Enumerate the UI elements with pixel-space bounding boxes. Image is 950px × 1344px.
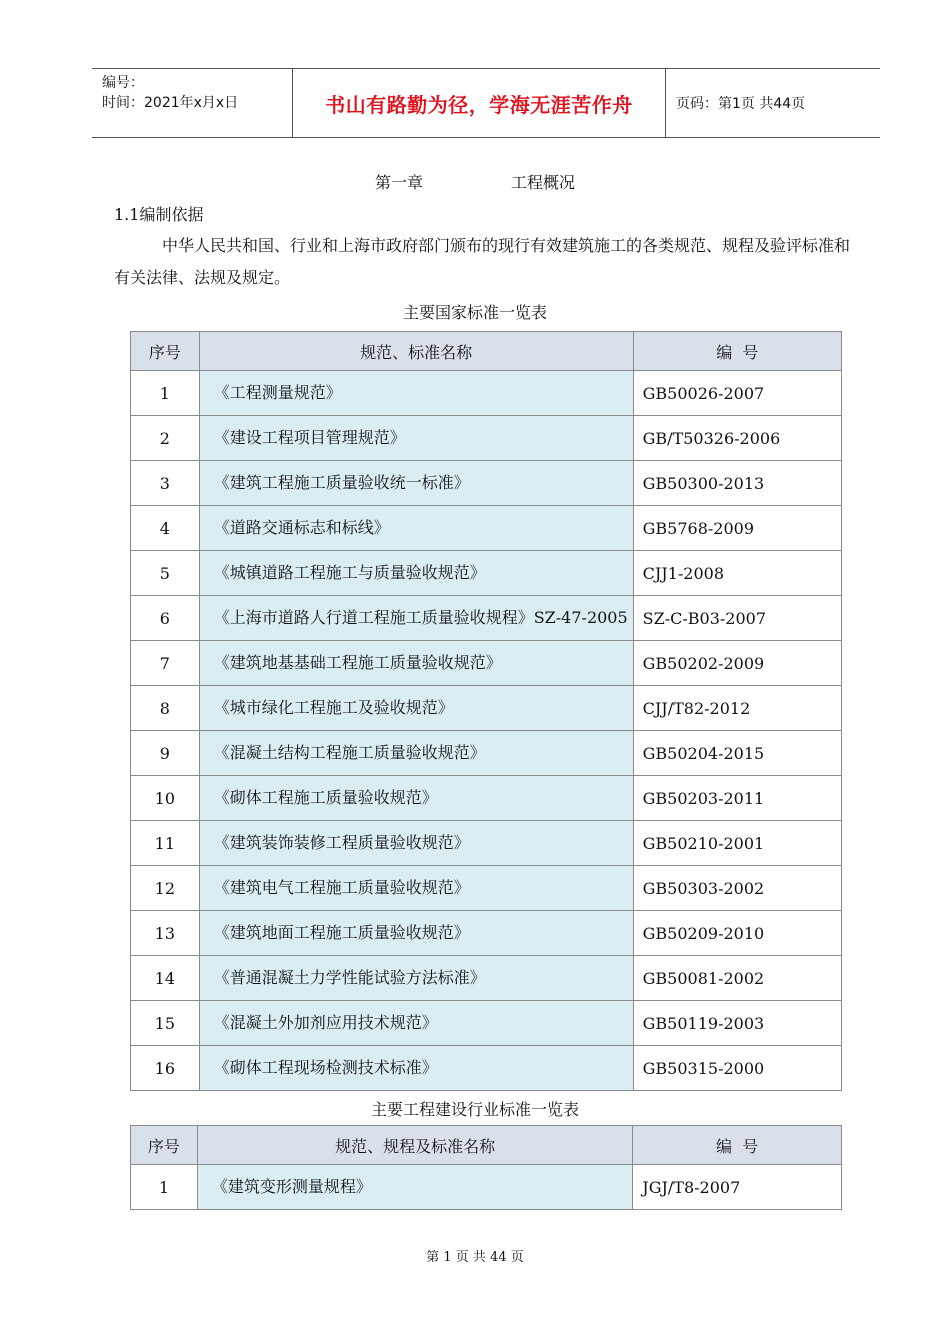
table-row [131, 956, 842, 1001]
intro-paragraph: 中华人民共和国、行业和上海市政府部门颁布的现行有效建筑施工的各类规范、规程及验评标准和有关法律、法规及规定。 [114, 236, 851, 287]
standard-name [199, 371, 633, 416]
column-header-code: 编 号 [633, 1126, 842, 1165]
row-number-text: 7 [159, 653, 170, 673]
table-row [131, 1046, 842, 1091]
standard-name-text: 《建筑地基基础工程施工质量验收规范》 [213, 653, 502, 672]
row-number [131, 551, 200, 596]
standard-name [199, 776, 633, 821]
row-number-text: 14 [154, 968, 176, 988]
table2-caption: 主要工程建设行业标准一览表 [370, 1100, 579, 1119]
table-row [131, 506, 842, 551]
header-motto-cell [293, 69, 666, 137]
row-number [131, 1001, 200, 1046]
column-header-name: 规范、标准名称 [199, 332, 633, 371]
column-header-number: 序号 [131, 1126, 198, 1165]
standard-name-text: 《砌体工程现场检测技术标准》 [213, 1058, 438, 1077]
standard-code-text: CJJ1-2008 [642, 563, 725, 583]
table-row [131, 1165, 842, 1210]
standard-name [199, 596, 633, 641]
standard-name [199, 731, 633, 776]
row-number [131, 1046, 200, 1091]
table-row [131, 731, 842, 776]
standard-name [199, 551, 633, 596]
standard-code [633, 731, 841, 776]
standard-code-text: GB50315-2000 [642, 1058, 765, 1078]
standard-code [633, 641, 841, 686]
row-number-text: 1 [159, 383, 170, 403]
row-number [131, 641, 200, 686]
document-time-label: 时间：2021年x月x日 [102, 95, 239, 111]
row-number-text: 6 [159, 608, 170, 628]
header-meta-cell [92, 69, 293, 137]
row-number-text: 4 [159, 518, 170, 538]
row-number-text: 15 [154, 1013, 176, 1033]
row-number-text: 12 [154, 878, 176, 898]
standard-name-text: 《混凝土外加剂应用技术规范》 [213, 1013, 438, 1032]
chapter-number: 第一章 [374, 173, 423, 192]
standard-code-text: GB50202-2009 [642, 653, 765, 673]
row-number [131, 506, 200, 551]
chapter-title: 工程概况 [511, 173, 576, 192]
standard-code-text: SZ-C-B03-2007 [642, 608, 767, 628]
table-header-row [131, 332, 842, 371]
table1-caption: 主要国家标准一览表 [402, 303, 547, 322]
standard-name-text: 《建筑地面工程施工质量验收规范》 [213, 923, 470, 942]
industry-standards-table [130, 1125, 842, 1210]
row-number-text: 10 [154, 788, 176, 808]
header-motto: 书山有路勤为径，学海无涯苦作舟 [325, 92, 633, 117]
standard-code-text: GB50026-2007 [642, 383, 765, 403]
standard-code-text: GB/T50326-2006 [642, 428, 781, 448]
standard-code-text: GB50203-2011 [642, 788, 765, 808]
header-page-info: 页码：第1页 共44页 [676, 96, 806, 112]
row-number [131, 956, 200, 1001]
standard-code [633, 1046, 841, 1091]
standard-name-text: 《城市绿化工程施工及验收规范》 [213, 698, 454, 717]
chapter-heading [0, 170, 950, 193]
standard-name-text: 《上海市道路人行道工程施工质量验收规程》SZ-47-2005 [213, 608, 628, 627]
row-number [131, 911, 200, 956]
standard-code [633, 461, 841, 506]
standard-code [633, 686, 841, 731]
row-number-text: 1 [158, 1177, 170, 1197]
section-heading: 1.1编制依据 [114, 205, 204, 224]
standard-code-text: GB50303-2002 [642, 878, 765, 898]
standard-code-text: GB50209-2010 [642, 923, 765, 943]
standard-name [199, 1046, 633, 1091]
table-header-row [131, 1126, 842, 1165]
row-number [131, 1165, 198, 1210]
standard-code [633, 1001, 841, 1046]
row-number-text: 5 [159, 563, 170, 583]
table-row [131, 686, 842, 731]
standard-name [199, 1001, 633, 1046]
table-row [131, 641, 842, 686]
standard-code [633, 1165, 842, 1210]
standard-code [633, 371, 841, 416]
table-row [131, 416, 842, 461]
table-row [131, 866, 842, 911]
page-header [92, 68, 880, 138]
row-number-text: 13 [154, 923, 176, 943]
standard-name [199, 506, 633, 551]
standard-code-text: GB50300-2013 [642, 473, 765, 493]
column-header-number: 序号 [131, 332, 200, 371]
row-number-text: 11 [154, 833, 176, 853]
standard-code [633, 506, 841, 551]
standard-name-text: 《建设工程项目管理规范》 [213, 428, 406, 447]
standard-code [633, 821, 841, 866]
standard-name [199, 821, 633, 866]
standard-name-text: 《道路交通标志和标线》 [213, 518, 390, 537]
table-row [131, 776, 842, 821]
standard-code [633, 866, 841, 911]
standard-name [199, 956, 633, 1001]
national-standards-table [130, 331, 842, 1091]
standard-name-text: 《城镇道路工程施工与质量验收规范》 [213, 563, 486, 582]
row-number-text: 3 [159, 473, 170, 493]
standard-name [199, 911, 633, 956]
standard-name-text: 《普通混凝土力学性能试验方法标准》 [213, 968, 486, 987]
standard-name-text: 《建筑装饰装修工程质量验收规范》 [213, 833, 470, 852]
column-header-name: 规范、规程及标准名称 [197, 1126, 632, 1165]
row-number [131, 461, 200, 506]
standard-code [633, 956, 841, 1001]
row-number [131, 776, 200, 821]
table-row [131, 821, 842, 866]
standard-code-text: GB50204-2015 [642, 743, 765, 763]
standard-code [633, 416, 841, 461]
row-number [131, 596, 200, 641]
standard-code-text: CJJ/T82-2012 [642, 698, 751, 718]
standard-code [633, 551, 841, 596]
standard-name [199, 416, 633, 461]
table-row [131, 371, 842, 416]
header-page-cell [666, 69, 880, 137]
standard-name [199, 461, 633, 506]
row-number [131, 821, 200, 866]
row-number [131, 371, 200, 416]
row-number [131, 686, 200, 731]
column-header-code: 编 号 [633, 332, 841, 371]
standard-name-text: 《建筑工程施工质量验收统一标准》 [213, 473, 470, 492]
row-number [131, 866, 200, 911]
standard-code-text: GB5768-2009 [642, 518, 755, 538]
standard-name-text: 《混凝土结构工程施工质量验收规范》 [213, 743, 486, 762]
standard-name-text: 《建筑电气工程施工质量验收规范》 [213, 878, 470, 897]
document-number-label: 编号： [102, 75, 144, 91]
standard-code-text: GB50081-2002 [642, 968, 765, 988]
standard-code [633, 911, 841, 956]
standard-name-text: 《建筑变形测量规程》 [211, 1177, 372, 1196]
table-row [131, 1001, 842, 1046]
standard-name [199, 641, 633, 686]
standard-name [199, 866, 633, 911]
page-footer: 第 1 页 共 44 页 [426, 1250, 524, 1265]
table-row [131, 551, 842, 596]
row-number [131, 731, 200, 776]
standard-code [633, 776, 841, 821]
standard-name-text: 《工程测量规范》 [213, 383, 342, 402]
standard-code-text: JGJ/T8-2007 [642, 1177, 741, 1197]
table-row [131, 596, 842, 641]
standard-code [633, 596, 841, 641]
row-number-text: 2 [159, 428, 170, 448]
standard-code-text: GB50210-2001 [642, 833, 765, 853]
table-row [131, 461, 842, 506]
row-number-text: 16 [154, 1058, 176, 1078]
row-number [131, 416, 200, 461]
standard-name-text: 《砌体工程施工质量验收规范》 [213, 788, 438, 807]
row-number-text: 8 [159, 698, 170, 718]
table-row [131, 911, 842, 956]
row-number-text: 9 [159, 743, 170, 763]
standard-name [197, 1165, 632, 1210]
standard-code-text: GB50119-2003 [642, 1013, 765, 1033]
standard-name [199, 686, 633, 731]
